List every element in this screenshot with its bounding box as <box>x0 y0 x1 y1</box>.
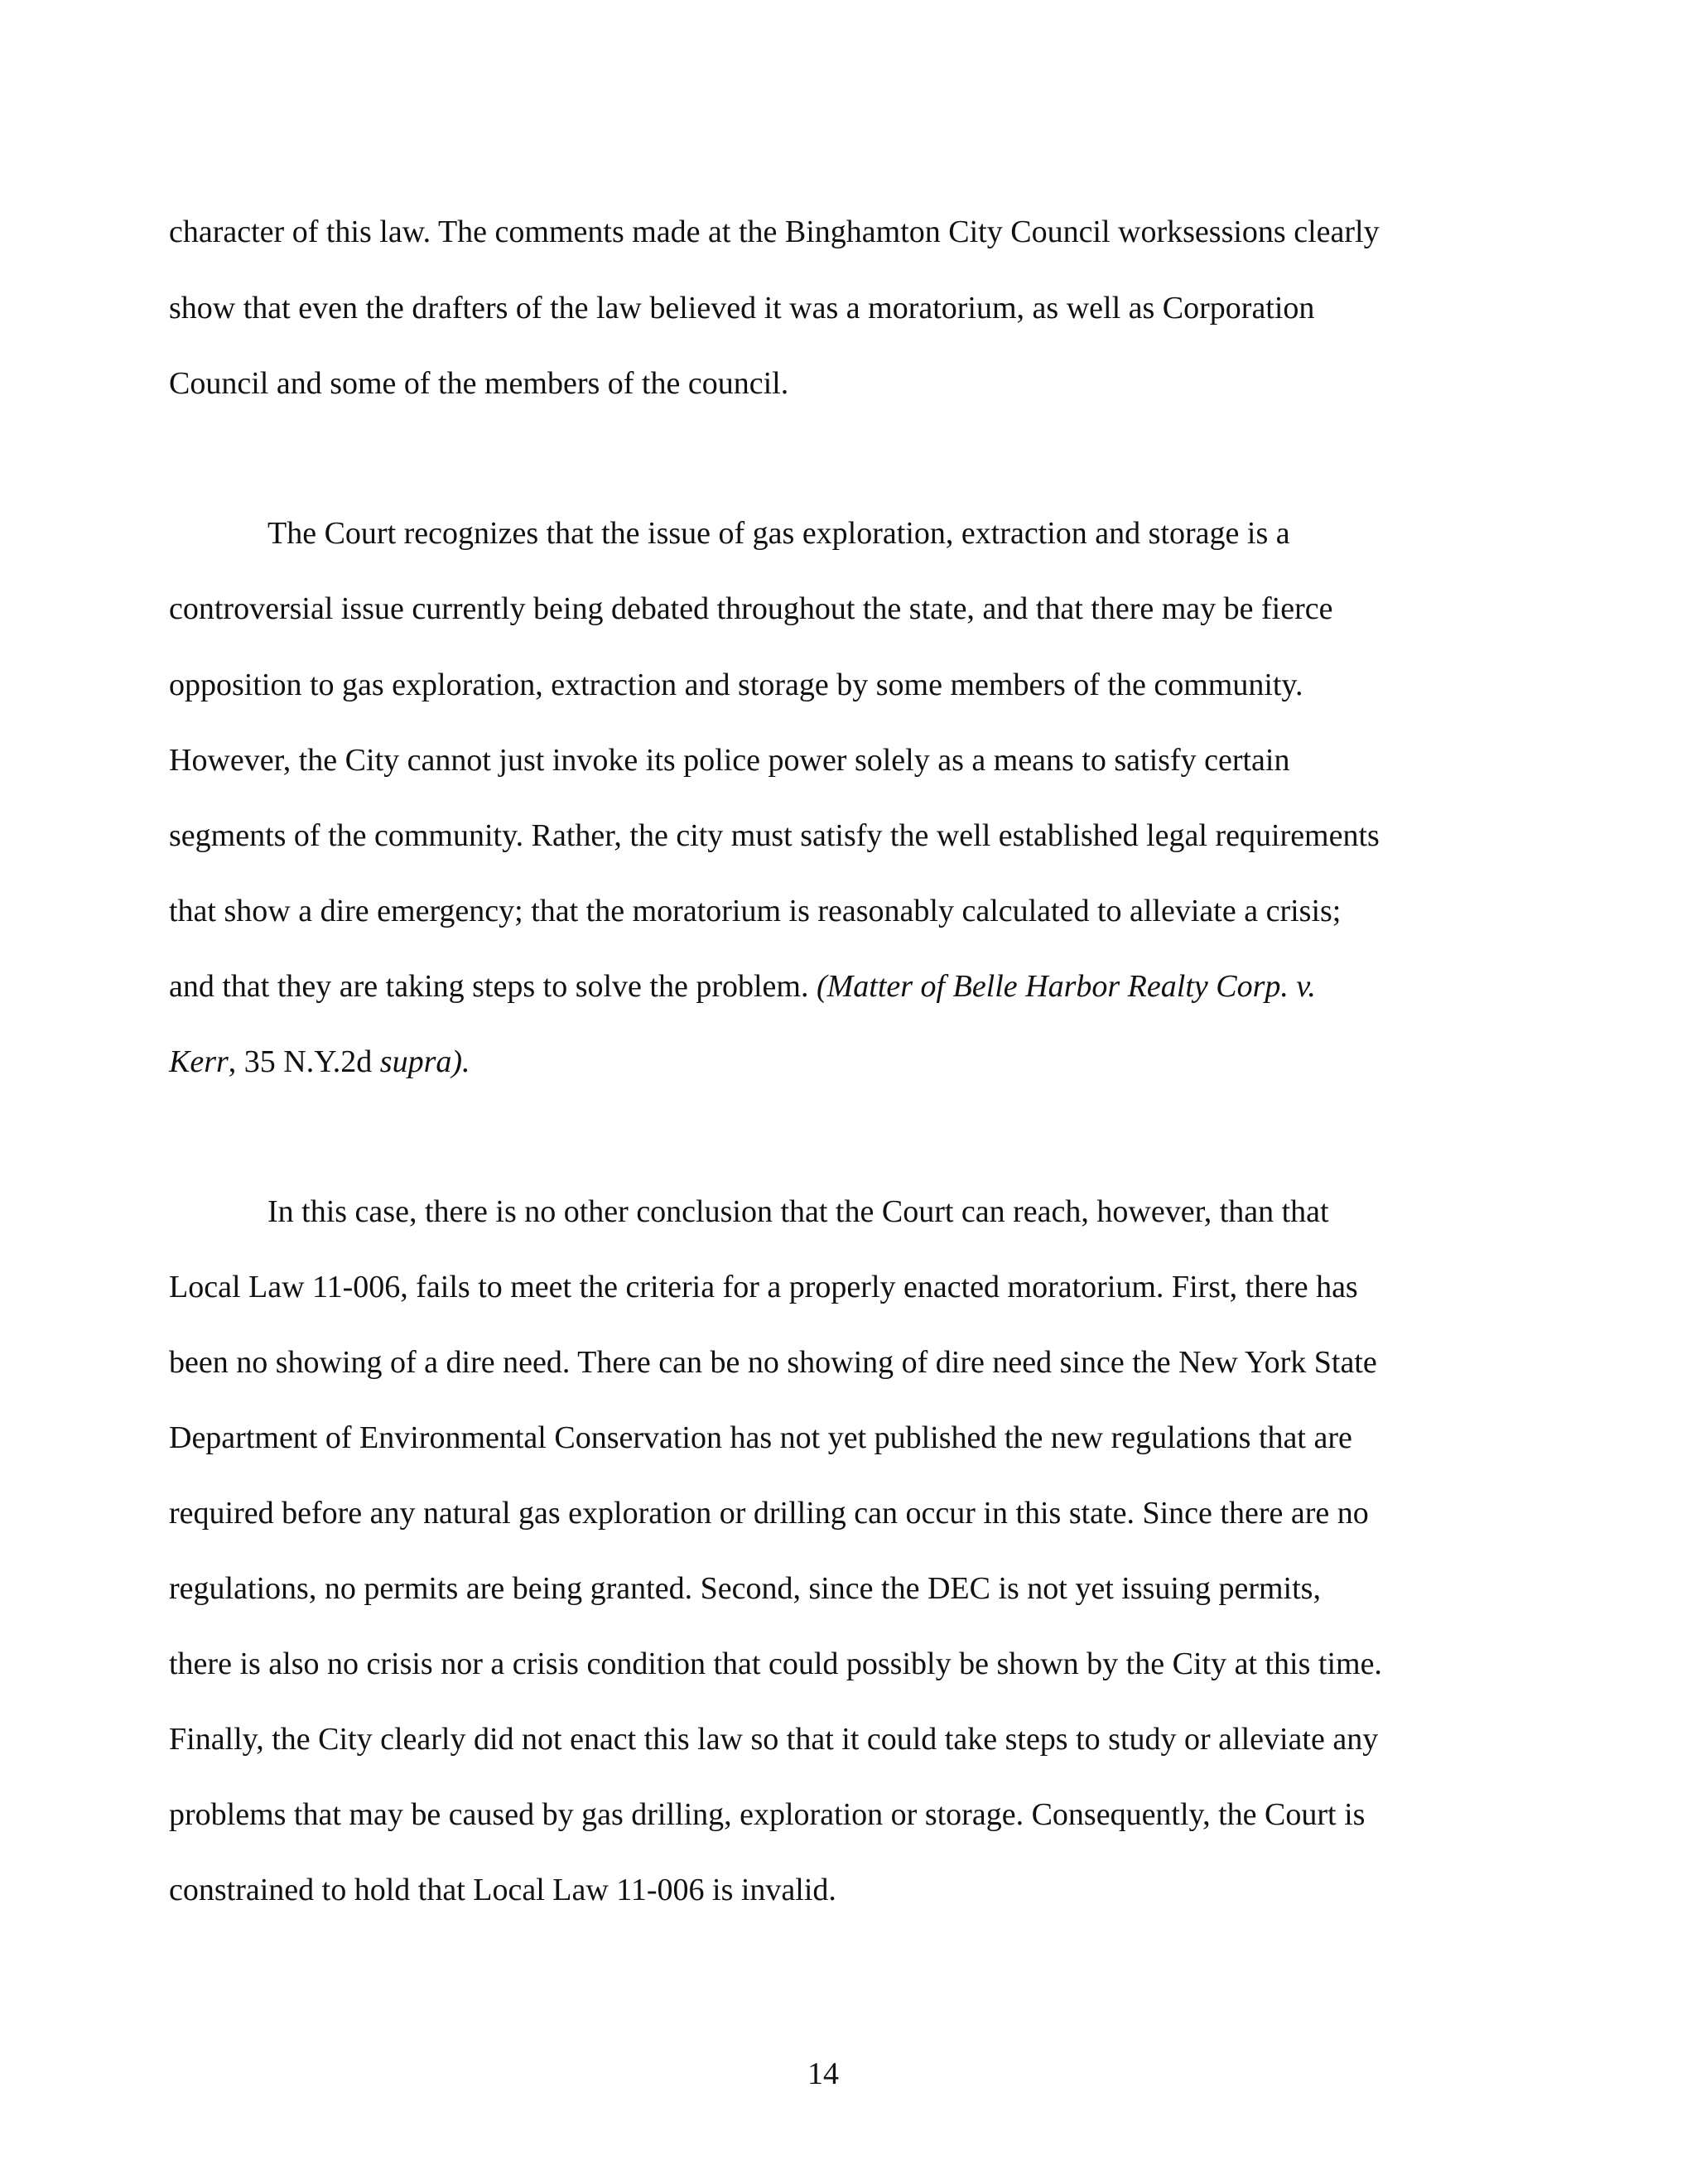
paragraph-2-line-4: However, the City cannot just invoke its police power solely as a means to satisfy certain <box>169 743 1290 778</box>
paragraph-3-line-3: been no showing of a dire need. There can be no showing of dire need since the New York State <box>169 1345 1377 1380</box>
paragraph-1-line-2: show that even the drafters of the law believed it was a moratorium, as well as Corporation <box>169 291 1315 325</box>
paragraph-3-line-6: regulations, no permits are being granted. Second, since the DEC is not yet issuing permits, <box>169 1571 1321 1606</box>
paragraph-2-line-7-text: and that they are taking steps to solve the problem. <box>169 969 817 1004</box>
citation-reporter: , 35 N.Y.2d <box>228 1044 380 1079</box>
paragraph-2-line-7 <box>169 968 1316 1005</box>
citation-matter-belle-harbor: (Matter of Belle Harbor Realty Corp. v. <box>816 969 1316 1004</box>
paragraph-3-line-1: In this case, there is no other conclusion that the Court can reach, however, than that <box>267 1194 1329 1229</box>
paragraph-2-line-2: controversial issue currently being debated throughout the state, and that there may be fierce <box>169 591 1333 626</box>
paragraph-3-line-7: there is also no crisis nor a crisis condition that could possibly be shown by the City at this time. <box>169 1646 1382 1681</box>
paragraph-2-line-1: The Court recognizes that the issue of gas exploration, extraction and storage is a <box>267 516 1290 551</box>
paragraph-1-line-1: character of this law. The comments made at the Binghamton City Council worksessions clearly <box>169 215 1380 249</box>
paragraph-2-line-3: opposition to gas exploration, extraction and storage by some members of the community. <box>169 668 1303 702</box>
paragraph-2-line-8 <box>169 1044 470 1080</box>
paragraph-3-line-10: constrained to hold that Local Law 11-006 is invalid. <box>169 1873 836 1907</box>
citation-kerr: Kerr <box>169 1044 229 1079</box>
paragraph-3-line-9: problems that may be caused by gas drilling, exploration or storage. Consequently, the Court is <box>169 1797 1366 1832</box>
paragraph-3-line-5: required before any natural gas exploration or drilling can occur in this state. Since there are no <box>169 1496 1369 1531</box>
citation-supra: supra). <box>379 1044 470 1079</box>
page-number: 14 <box>807 2056 839 2091</box>
paragraph-2-line-5: segments of the community. Rather, the city must satisfy the well established legal requirements <box>169 818 1380 853</box>
paragraph-3-line-2: Local Law 11-006, fails to meet the criteria for a properly enacted moratorium. First, there has <box>169 1270 1358 1304</box>
paragraph-2-line-6: that show a dire emergency; that the moratorium is reasonably calculated to alleviate a crisis; <box>169 894 1342 928</box>
paragraph-3-line-4: Department of Environmental Conservation has not yet published the new regulations that are <box>169 1420 1352 1455</box>
paragraph-3-line-8: Finally, the City clearly did not enact this law so that it could take steps to study or alleviate any <box>169 1722 1379 1757</box>
paragraph-1-line-3: Council and some of the members of the council. <box>169 366 789 401</box>
